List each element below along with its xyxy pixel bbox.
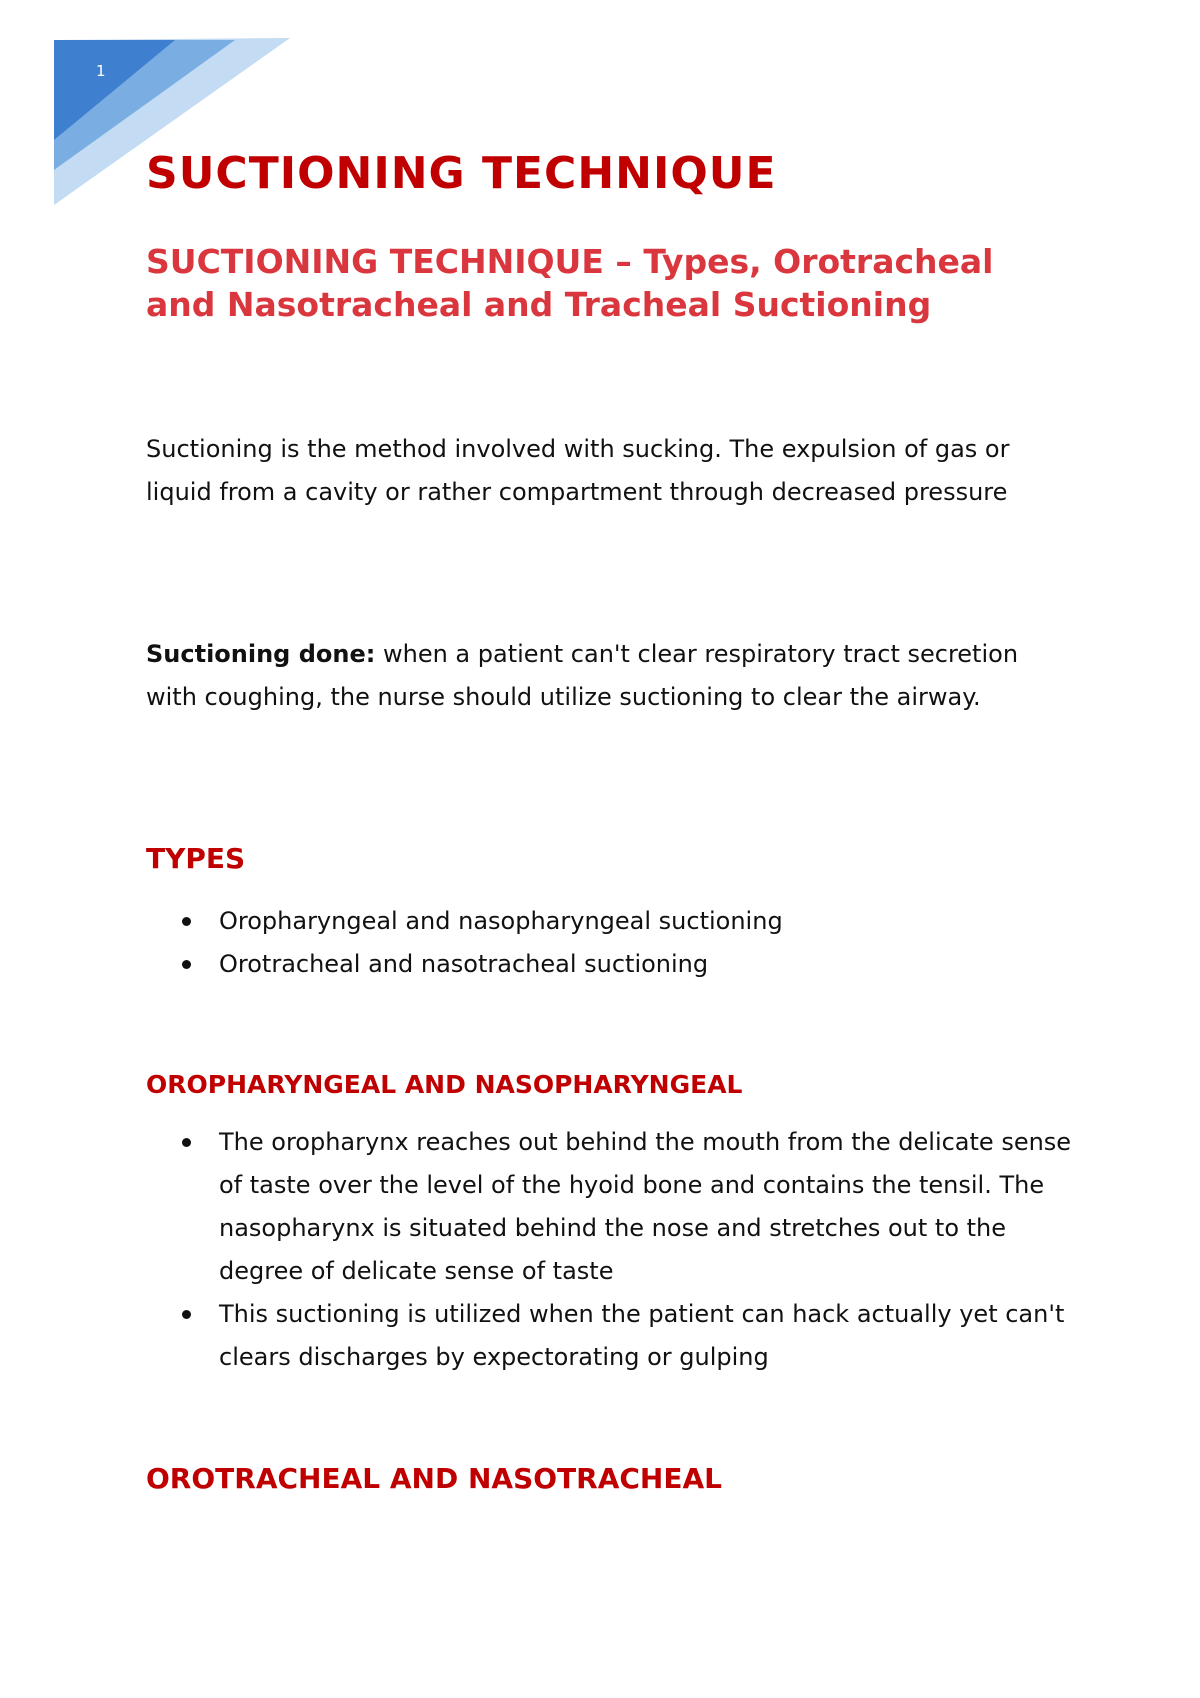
oropharyngeal-heading: OROPHARYNGEAL AND NASOPHARYNGEAL — [146, 1070, 743, 1099]
bullet-icon — [182, 1310, 191, 1319]
list-item — [146, 900, 1076, 943]
list-item — [146, 943, 1076, 986]
list-item — [146, 1121, 1076, 1293]
bullet-icon — [182, 1138, 191, 1147]
list-item-text: Orotracheal and nasotracheal suctioning — [219, 950, 709, 978]
bullet-icon — [182, 960, 191, 969]
document-title: SUCTIONING TECHNIQUE — [146, 148, 777, 199]
list-item — [146, 1293, 1076, 1379]
types-list — [146, 900, 1076, 986]
suctioning-done-paragraph — [146, 633, 1076, 719]
oropharyngeal-list — [146, 1121, 1076, 1379]
list-item-text: The oropharynx reaches out behind the mouth from the delicate sense of taste over the level of the hyoid bone and contains the tensil. The nasopharynx is situated behind the nose and stretches out to the degree of delicate sense of taste — [219, 1128, 1072, 1285]
suctioning-done-text: when a patient can't clear respiratory tract secretion with coughing, the nurse should utilize suctioning to clear the airway. — [146, 640, 1019, 711]
suctioning-done-label: Suctioning done: — [146, 640, 376, 668]
page-number: 1 — [96, 62, 106, 80]
list-item-text: Oropharyngeal and nasopharyngeal suctioning — [219, 907, 783, 935]
orotracheal-heading: OROTRACHEAL AND NASOTRACHEAL — [146, 1462, 722, 1495]
bullet-icon — [182, 917, 191, 926]
types-heading: TYPES — [146, 842, 246, 875]
intro-paragraph: Suctioning is the method involved with sucking. The expulsion of gas or liquid from a cavity or rather compartment through decreased pressure — [146, 435, 1010, 506]
list-item-text: This suctioning is utilized when the patient can hack actually yet can't clears discharges by expectorating or gulping — [219, 1300, 1065, 1371]
document-subtitle: SUCTIONING TECHNIQUE – Types, Orotracheal and Nasotracheal and Tracheal Suctioning — [146, 242, 994, 324]
